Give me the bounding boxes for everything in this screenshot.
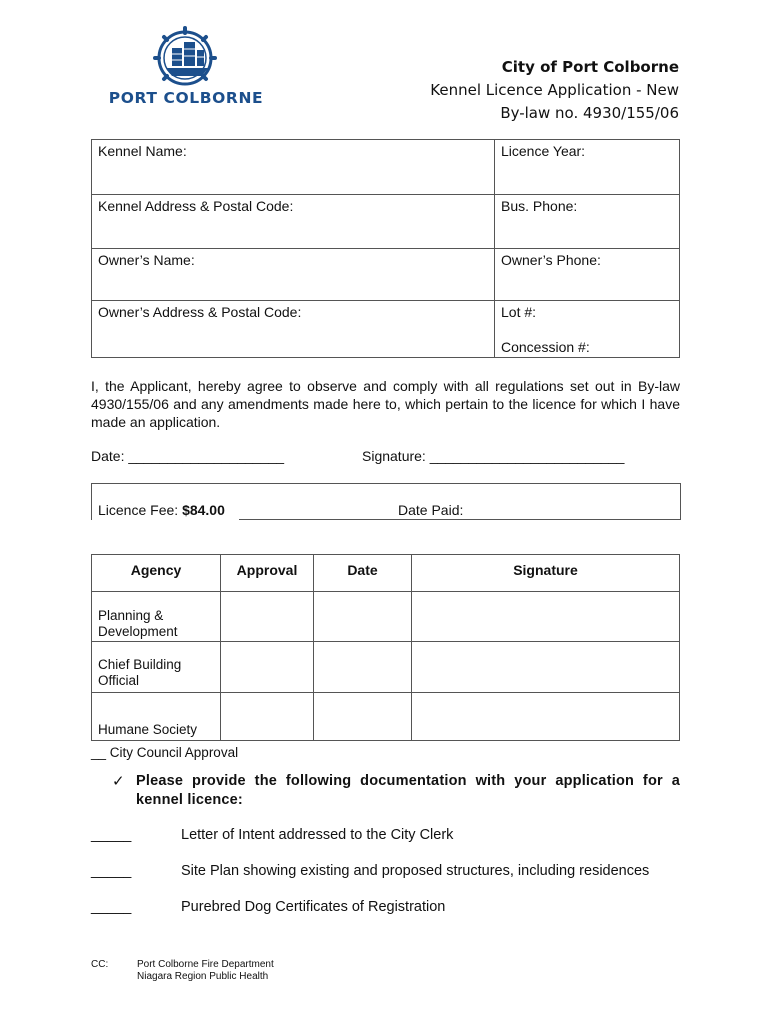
city-name: City of Port Colborne xyxy=(501,58,679,76)
city-council-approval[interactable]: __ City Council Approval xyxy=(91,745,239,760)
owner-phone-field[interactable] xyxy=(495,249,680,301)
licence-year-label: Licence Year: xyxy=(501,143,586,159)
concession-label: Concession #: xyxy=(501,339,590,355)
bus-phone-label: Bus. Phone: xyxy=(501,198,578,214)
kennel-name-label: Kennel Name: xyxy=(98,143,187,159)
owner-name-field[interactable] xyxy=(92,249,495,301)
bylaw-number: By-law no. 4930/155/06 xyxy=(500,104,679,122)
kennel-address-field[interactable] xyxy=(92,195,495,249)
ship-wheel-icon xyxy=(92,26,282,90)
agency-cell xyxy=(92,693,221,741)
owner-address-label: Owner’s Address & Postal Code: xyxy=(98,304,302,320)
agency-planning: Planning & Development xyxy=(98,608,178,639)
doc-blank[interactable]: _____ xyxy=(91,827,132,843)
form-title: Kennel Licence Application - New xyxy=(430,81,679,99)
agency-cell xyxy=(92,592,221,642)
agency-humane-society: Humane Society xyxy=(98,722,198,737)
agency-chief-building: Chief Building Official xyxy=(98,657,182,688)
date-cell[interactable] xyxy=(314,592,412,642)
signature-header: Signature xyxy=(412,555,680,592)
approval-cell[interactable] xyxy=(221,642,314,693)
signature-cell[interactable] xyxy=(412,592,680,642)
cc-label: CC: xyxy=(91,959,109,970)
cc-fire-department: Port Colborne Fire Department xyxy=(137,959,274,970)
agency-header: Agency xyxy=(92,555,221,592)
kennel-address-label: Kennel Address & Postal Code: xyxy=(98,198,294,214)
licence-fee-amount: $84.00 xyxy=(182,502,225,518)
signature-cell[interactable] xyxy=(412,693,680,741)
licence-year-field[interactable] xyxy=(495,140,680,195)
fee-underline xyxy=(239,519,680,520)
approval-cell[interactable] xyxy=(221,592,314,642)
agreement-paragraph: I, the Applicant, hereby agree to observe and comply with all regulations set out in By-law 4930/155/06 and any amendments made here to, which pertain to the licence for which I have made an application. xyxy=(91,378,680,430)
lot-label: Lot #: xyxy=(501,304,537,320)
port-colborne-logo xyxy=(92,26,282,112)
logo-text: PORT COLBORNE xyxy=(108,89,264,107)
licence-fee xyxy=(98,502,225,518)
owner-phone-label: Owner’s Phone: xyxy=(501,252,601,268)
cc-public-health: Niagara Region Public Health xyxy=(137,971,269,982)
licence-fee-label: Licence Fee: xyxy=(98,502,179,518)
doc-blank[interactable]: _____ xyxy=(91,863,132,879)
applicant-info-table xyxy=(91,139,680,358)
cc-recipients xyxy=(137,959,274,983)
document-header xyxy=(430,56,679,125)
date-cell[interactable] xyxy=(314,642,412,693)
date-header: Date xyxy=(314,555,412,592)
agency-cell xyxy=(92,642,221,693)
doc-blank[interactable]: _____ xyxy=(91,899,132,915)
doc-letter-of-intent: Letter of Intent addressed to the City Clerk xyxy=(181,827,454,843)
date-paid-label[interactable]: Date Paid: xyxy=(398,502,464,518)
lot-concession-field[interactable] xyxy=(495,301,680,358)
signature-cell[interactable] xyxy=(412,642,680,693)
date-cell[interactable] xyxy=(314,693,412,741)
kennel-name-field[interactable] xyxy=(92,140,495,195)
checkmark-icon: ✓ xyxy=(112,773,125,790)
doc-purebred-certificates: Purebred Dog Certificates of Registration xyxy=(181,899,446,915)
documentation-intro: Please provide the following documentation with your application for a kennel licence: xyxy=(136,773,680,808)
agency-approval-table xyxy=(91,554,680,741)
date-line[interactable]: Date: ____________________ xyxy=(91,448,285,464)
signature-line[interactable]: Signature: _________________________ xyxy=(362,448,625,464)
bus-phone-field[interactable] xyxy=(495,195,680,249)
doc-site-plan: Site Plan showing existing and proposed structures, including residences xyxy=(181,863,650,879)
approval-header: Approval xyxy=(221,555,314,592)
owner-address-field[interactable] xyxy=(92,301,495,358)
approval-cell[interactable] xyxy=(221,693,314,741)
owner-name-label: Owner’s Name: xyxy=(98,252,195,268)
